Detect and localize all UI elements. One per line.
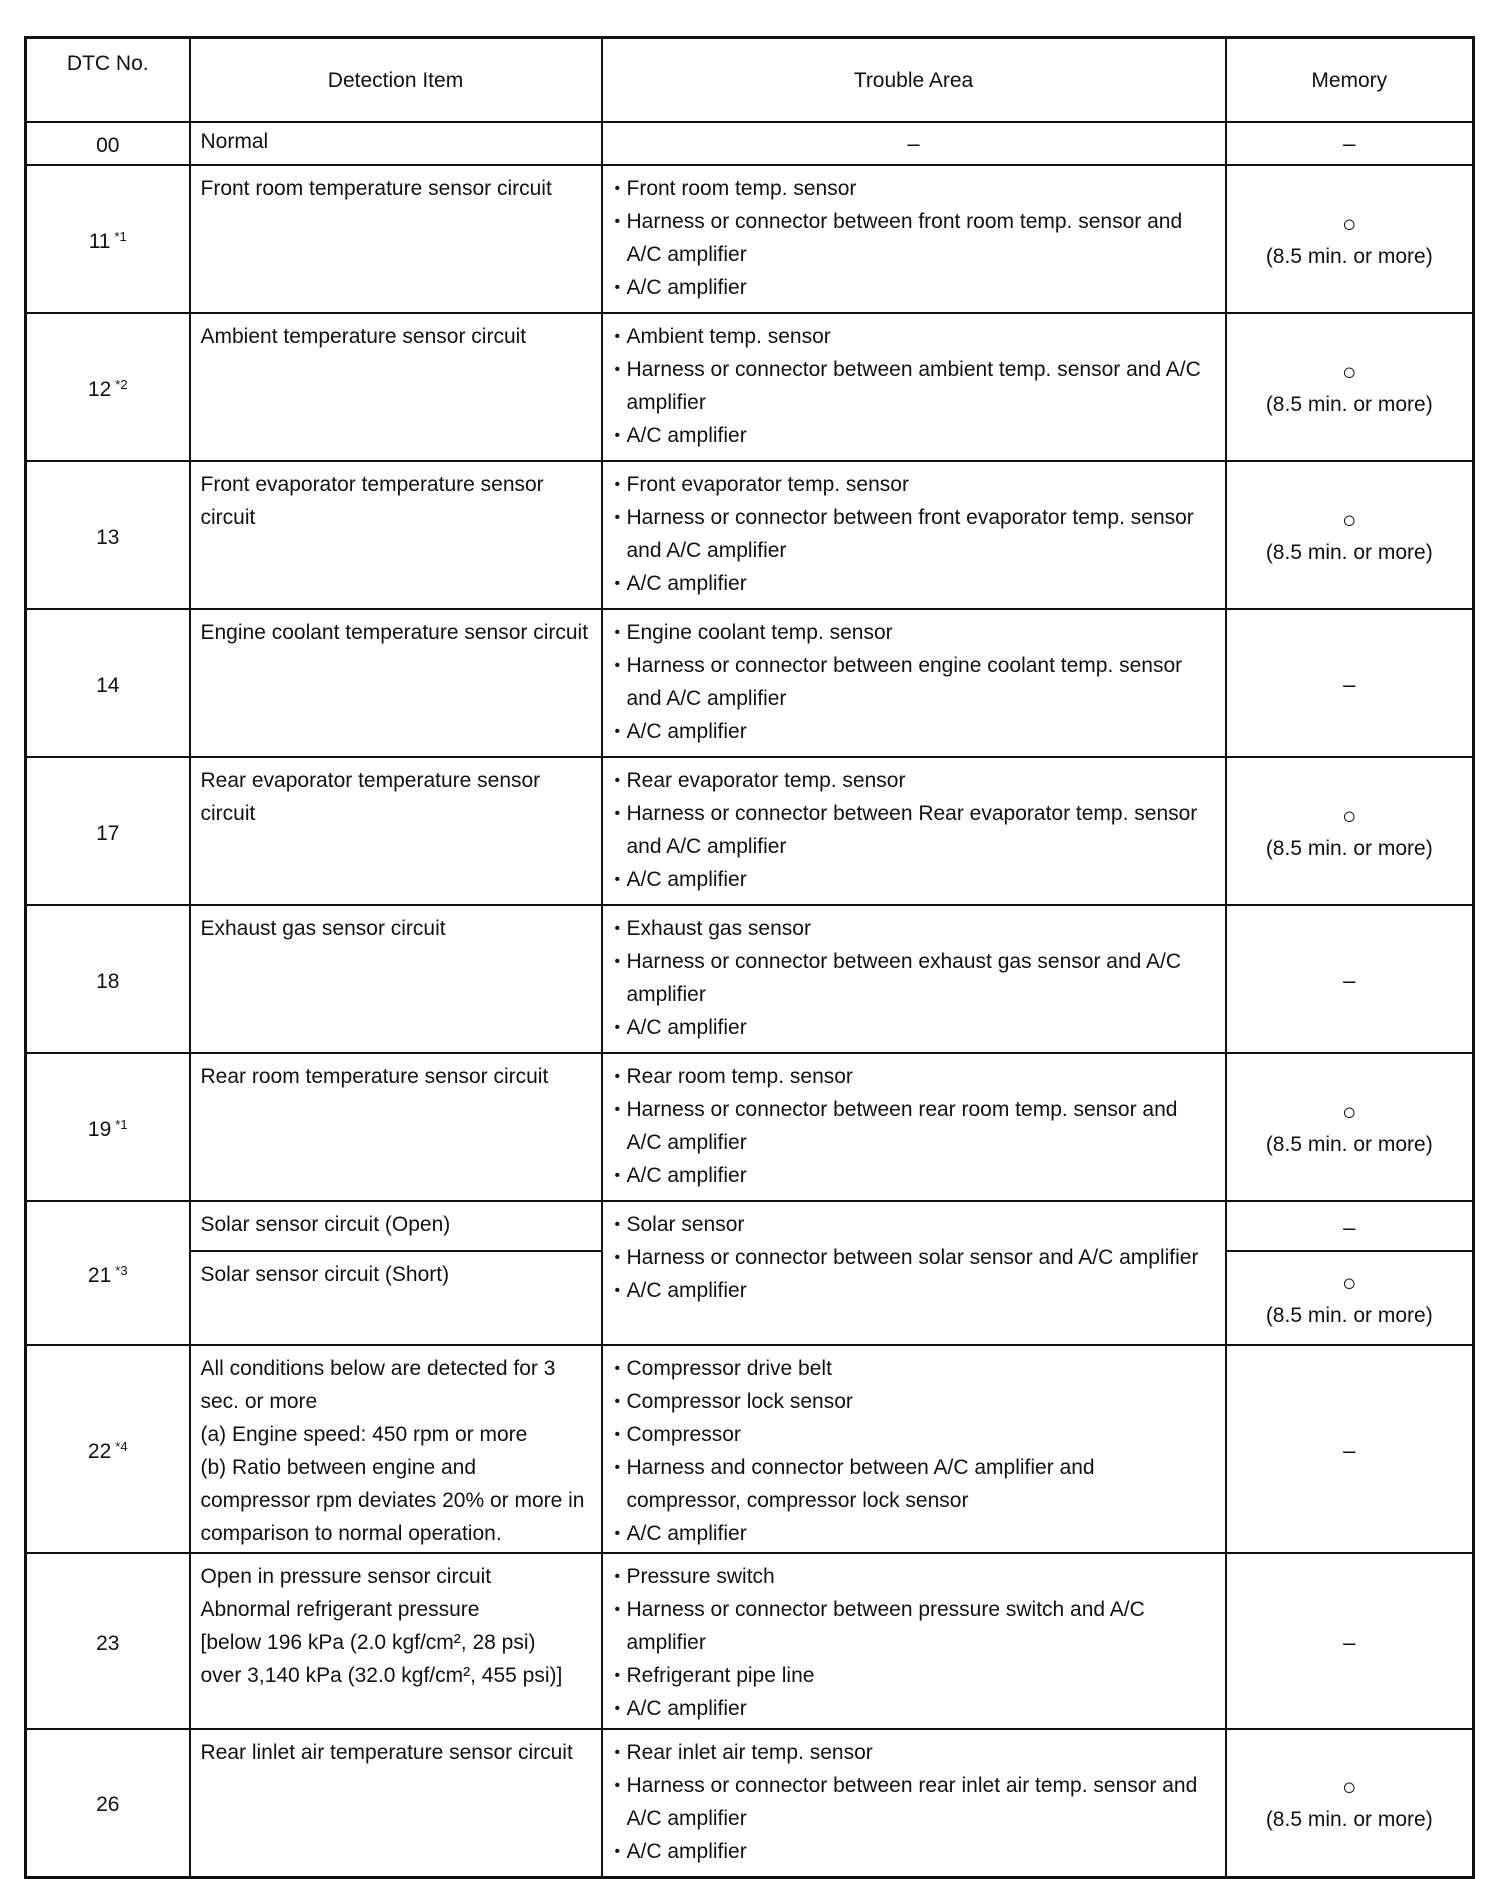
trouble-item: • A/C amplifier <box>613 567 1215 600</box>
trouble-item: • Front evaporator temp. sensor <box>613 468 1215 501</box>
dtc-number: 13 <box>96 525 120 549</box>
trouble-item: • A/C amplifier <box>613 1011 1215 1044</box>
dash-mark: – <box>1343 672 1356 697</box>
trouble-item: • Engine coolant temp. sensor <box>613 616 1215 649</box>
dtc-number: 18 <box>96 969 120 993</box>
detection-line: [below 196 kPa (2.0 kgf/cm², 28 psi) <box>200 1631 536 1654</box>
dtc-cell <box>26 165 190 313</box>
table-row <box>26 1729 1474 1877</box>
footnote-mark: *3 <box>115 1262 128 1278</box>
memory-cell <box>1226 1251 1474 1345</box>
dtc-cell <box>26 313 190 461</box>
trouble-item: • Compressor lock sensor <box>613 1385 1215 1418</box>
trouble-item: • A/C amplifier <box>613 1159 1215 1192</box>
trouble-item: • A/C amplifier <box>613 1835 1215 1868</box>
dash-mark: – <box>1343 1630 1356 1655</box>
detection-line: Exhaust gas sensor circuit <box>200 917 446 940</box>
trouble-item: • Ambient temp. sensor <box>613 320 1215 353</box>
detection-line: (a) Engine speed: 450 rpm or more <box>200 1423 528 1446</box>
trouble-item: • Compressor <box>613 1418 1215 1451</box>
detection-cell <box>190 1553 602 1729</box>
detection-line: Front room temperature sensor circuit <box>200 177 552 200</box>
dtc-number: 14 <box>96 673 120 697</box>
trouble-cell <box>602 165 1226 313</box>
trouble-item: • Harness or connector between ambient temp. sensor and A/C amplifier <box>613 353 1215 419</box>
dtc-table <box>24 36 1475 1879</box>
detection-cell-open <box>190 1201 602 1251</box>
memory-cell <box>1226 313 1474 461</box>
dtc-cell <box>26 905 190 1053</box>
header-memory: Memory <box>1226 38 1474 123</box>
detection-line: Normal <box>200 130 269 153</box>
table-row <box>26 609 1474 757</box>
trouble-item: • Compressor drive belt <box>613 1352 1215 1385</box>
trouble-cell <box>602 1201 1226 1345</box>
dtc-cell <box>26 461 190 609</box>
dtc-number: 19 <box>87 1117 112 1141</box>
dash-mark: – <box>1343 968 1356 993</box>
trouble-item: • Rear room temp. sensor <box>613 1060 1215 1093</box>
memory-cell <box>1226 1553 1474 1729</box>
detection-line: All conditions below are detected for 3 sec. or more <box>200 1357 556 1413</box>
dtc-table-sheet <box>24 36 1472 1879</box>
trouble-cell <box>602 609 1226 757</box>
trouble-item: • Front room temp. sensor <box>613 172 1215 205</box>
trouble-item: • Refrigerant pipe line <box>613 1659 1215 1692</box>
memory-note: (8.5 min. or more) <box>1265 244 1433 268</box>
detection-line: (b) Ratio between engine and compressor rpm deviates 20% or more in comparison to normal operation. <box>200 1456 585 1545</box>
trouble-cell <box>602 757 1226 905</box>
dtc-cell <box>26 1201 190 1345</box>
trouble-item: • Pressure switch <box>613 1560 1215 1593</box>
trouble-item: • A/C amplifier <box>613 419 1215 452</box>
trouble-item: • Rear inlet air temp. sensor <box>613 1736 1215 1769</box>
dtc-cell <box>26 757 190 905</box>
detection-cell <box>190 905 602 1053</box>
detection-line: Engine coolant temperature sensor circuit <box>200 621 589 644</box>
detection-cell <box>190 313 602 461</box>
dash-mark: – <box>1343 1215 1356 1240</box>
detection-line: Abnormal refrigerant pressure <box>200 1598 480 1621</box>
trouble-item: • Harness or connector between engine coolant temp. sensor and A/C amplifier <box>613 649 1215 715</box>
dtc-cell <box>26 1729 190 1877</box>
memory-cell <box>1226 905 1474 1053</box>
footnote-mark: *4 <box>115 1438 128 1454</box>
trouble-cell <box>602 313 1226 461</box>
memory-cell <box>1226 1201 1474 1251</box>
trouble-item: • Harness or connector between front evaporator temp. sensor and A/C amplifier <box>613 501 1215 567</box>
detection-line: over 3,140 kPa (32.0 kgf/cm², 455 psi)] <box>200 1664 563 1687</box>
header-dtc: DTC No. <box>26 38 190 123</box>
detection-cell <box>190 165 602 313</box>
trouble-item: • Harness or connector between rear room temp. sensor and A/C amplifier <box>613 1093 1215 1159</box>
table-row <box>26 1053 1474 1201</box>
dash-mark: – <box>907 130 920 156</box>
trouble-item: • Rear evaporator temp. sensor <box>613 764 1215 797</box>
trouble-item: • A/C amplifier <box>613 863 1215 896</box>
memory-note: (8.5 min. or more) <box>1265 540 1433 564</box>
table-row <box>26 165 1474 313</box>
memory-cell <box>1226 1345 1474 1553</box>
memory-circle-icon: ○ <box>1342 1269 1357 1297</box>
trouble-item: • A/C amplifier <box>613 1517 1215 1550</box>
trouble-cell <box>602 461 1226 609</box>
table-row <box>26 757 1474 905</box>
detection-line: Rear linlet air temperature sensor circuit <box>200 1741 573 1764</box>
dtc-number: 23 <box>96 1631 120 1655</box>
memory-cell <box>1226 165 1474 313</box>
table-row <box>26 1201 1474 1251</box>
trouble-item: • Harness or connector between solar sensor and A/C amplifier <box>613 1241 1215 1274</box>
table-row <box>26 1553 1474 1729</box>
table-row <box>26 461 1474 609</box>
trouble-item: • Harness and connector between A/C amplifier and compressor, compressor lock sensor <box>613 1451 1215 1517</box>
dtc-number: 22 <box>87 1439 112 1463</box>
table-row <box>26 122 1474 165</box>
trouble-cell <box>602 122 1226 165</box>
memory-circle-icon: ○ <box>1342 802 1357 830</box>
header-detection: Detection Item <box>190 38 602 123</box>
trouble-item: • Harness or connector between Rear evaporator temp. sensor and A/C amplifier <box>613 797 1215 863</box>
table-row <box>26 905 1474 1053</box>
memory-cell <box>1226 609 1474 757</box>
memory-cell <box>1226 1729 1474 1877</box>
detection-line: Solar sensor circuit (Short) <box>200 1263 450 1286</box>
memory-circle-icon: ○ <box>1342 358 1357 386</box>
detection-cell <box>190 122 602 165</box>
memory-circle-icon: ○ <box>1342 1774 1357 1802</box>
memory-circle-icon: ○ <box>1342 1098 1357 1126</box>
memory-cell <box>1226 461 1474 609</box>
trouble-cell <box>602 1053 1226 1201</box>
detection-cell <box>190 1053 602 1201</box>
detection-line: Open in pressure sensor circuit <box>200 1565 492 1588</box>
footnote-mark: *1 <box>115 1116 128 1132</box>
dash-mark: – <box>1343 1438 1356 1463</box>
trouble-item: • A/C amplifier <box>613 1692 1215 1725</box>
dtc-number: 17 <box>96 821 120 845</box>
dtc-number: 00 <box>96 134 120 157</box>
detection-cell <box>190 1345 602 1553</box>
dtc-number: 11 <box>88 229 111 253</box>
trouble-item: • Harness or connector between pressure switch and A/C amplifier <box>613 1593 1215 1659</box>
dtc-cell <box>26 1053 190 1201</box>
dtc-number: 12 <box>87 377 112 401</box>
table-row <box>26 313 1474 461</box>
memory-cell <box>1226 122 1474 165</box>
header-row <box>26 38 1474 123</box>
detection-cell <box>190 609 602 757</box>
trouble-cell <box>602 1345 1226 1553</box>
memory-circle-icon: ○ <box>1342 506 1357 534</box>
trouble-item: • Exhaust gas sensor <box>613 912 1215 945</box>
detection-cell <box>190 461 602 609</box>
trouble-item: • A/C amplifier <box>613 271 1215 304</box>
dtc-number: 21 <box>87 1263 112 1287</box>
detection-cell <box>190 757 602 905</box>
detection-line: Rear evaporator temperature sensor circuit <box>200 769 541 825</box>
memory-note: (8.5 min. or more) <box>1265 1808 1433 1832</box>
trouble-item: • A/C amplifier <box>613 1274 1215 1307</box>
table-row <box>26 1345 1474 1553</box>
trouble-item: • Harness or connector between exhaust gas sensor and A/C amplifier <box>613 945 1215 1011</box>
memory-note: (8.5 min. or more) <box>1265 836 1433 860</box>
memory-note: (8.5 min. or more) <box>1265 1132 1433 1156</box>
trouble-cell <box>602 1729 1226 1877</box>
detection-cell <box>190 1729 602 1877</box>
memory-note: (8.5 min. or more) <box>1265 392 1433 416</box>
trouble-cell <box>602 905 1226 1053</box>
memory-cell <box>1226 757 1474 905</box>
detection-line: Solar sensor circuit (Open) <box>200 1213 451 1236</box>
footnote-mark: *2 <box>115 376 128 392</box>
detection-line: Front evaporator temperature sensor circuit <box>200 473 544 529</box>
memory-note: (8.5 min. or more) <box>1265 1303 1433 1327</box>
trouble-item: • Solar sensor <box>613 1208 1215 1241</box>
dtc-cell <box>26 1345 190 1553</box>
trouble-item: • Harness or connector between front room temp. sensor and A/C amplifier <box>613 205 1215 271</box>
trouble-item: • A/C amplifier <box>613 715 1215 748</box>
trouble-cell <box>602 1553 1226 1729</box>
dash-mark: – <box>1343 130 1356 156</box>
header-trouble: Trouble Area <box>602 38 1226 123</box>
memory-cell <box>1226 1053 1474 1201</box>
trouble-item: • Harness or connector between rear inlet air temp. sensor and A/C amplifier <box>613 1769 1215 1835</box>
dtc-cell <box>26 1553 190 1729</box>
detection-line: Ambient temperature sensor circuit <box>200 325 527 348</box>
dtc-cell <box>26 122 190 165</box>
footnote-mark: *1 <box>114 228 127 244</box>
dtc-number: 26 <box>96 1793 120 1817</box>
memory-circle-icon: ○ <box>1342 210 1357 238</box>
dtc-cell <box>26 609 190 757</box>
detection-cell-short <box>190 1251 602 1345</box>
detection-line: Rear room temperature sensor circuit <box>200 1065 549 1088</box>
